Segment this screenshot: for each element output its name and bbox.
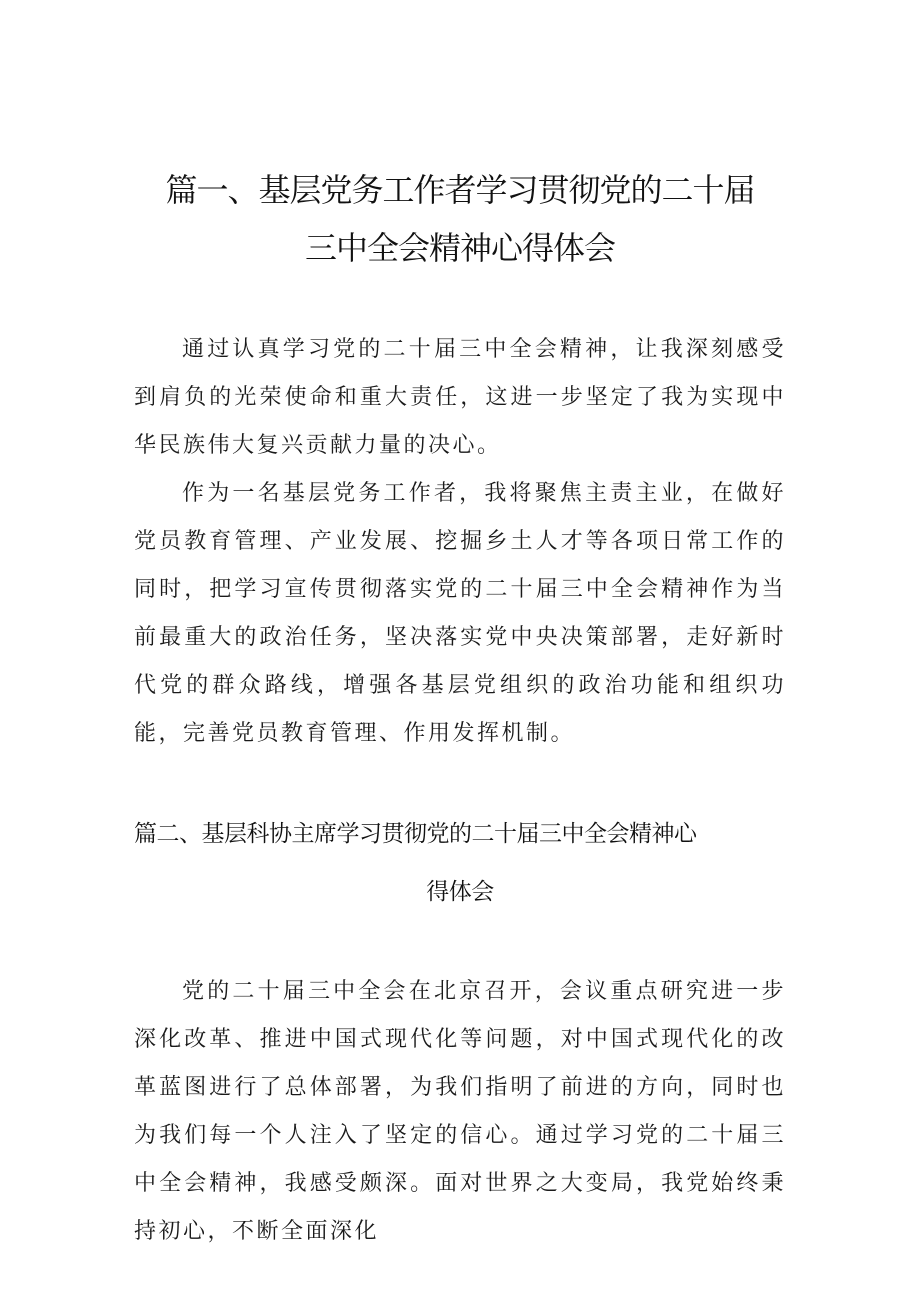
section1-title-line2: 三中全会精神心得体会 xyxy=(304,229,615,267)
section2-paragraph-1: 党的二十届三中全会在北京召开，会议重点研究进一步深化改革、推进中国式现代化等问题，对中国式现代化的改革蓝图进行了总体部署，为我们指明了前进的方向，同时也为我们每一个人注入了坚定的信心。通过学习党的二十届三中全会精神，我感受颇深。面对世界之大变局，我党始终秉持初心，不断全面深化 xyxy=(134,979,786,1244)
section1-paragraph-2: 作为一名基层党务工作者，我将聚焦主责主业，在做好党员教育管理、产业发展、挖掘乡土人才等各项日常工作的同时，把学习宣传贯彻落实党的二十届三中全会精神作为当前最重大的政治任务，坚决落实党中央决策部署，走好新时代党的群众路线，增强各基层党组织的政治功能和组织功能，完善党员教育管理、作用发挥机制。 xyxy=(134,481,786,746)
section2-title-line1: 篇二、基层科协主席学习贯彻党的二十届三中全会精神心 xyxy=(134,821,697,847)
section1-paragraph-1: 通过认真学习党的二十届三中全会精神，让我深刻感受到肩负的光荣使命和重大责任，这进一步坚定了我为实现中华民族伟大复兴贡献力量的决心。 xyxy=(134,337,786,458)
section2-title-line2: 得体会 xyxy=(426,879,494,905)
section1-title-line1: 篇一、基层党务工作者学习贯彻党的二十届 xyxy=(165,171,755,209)
